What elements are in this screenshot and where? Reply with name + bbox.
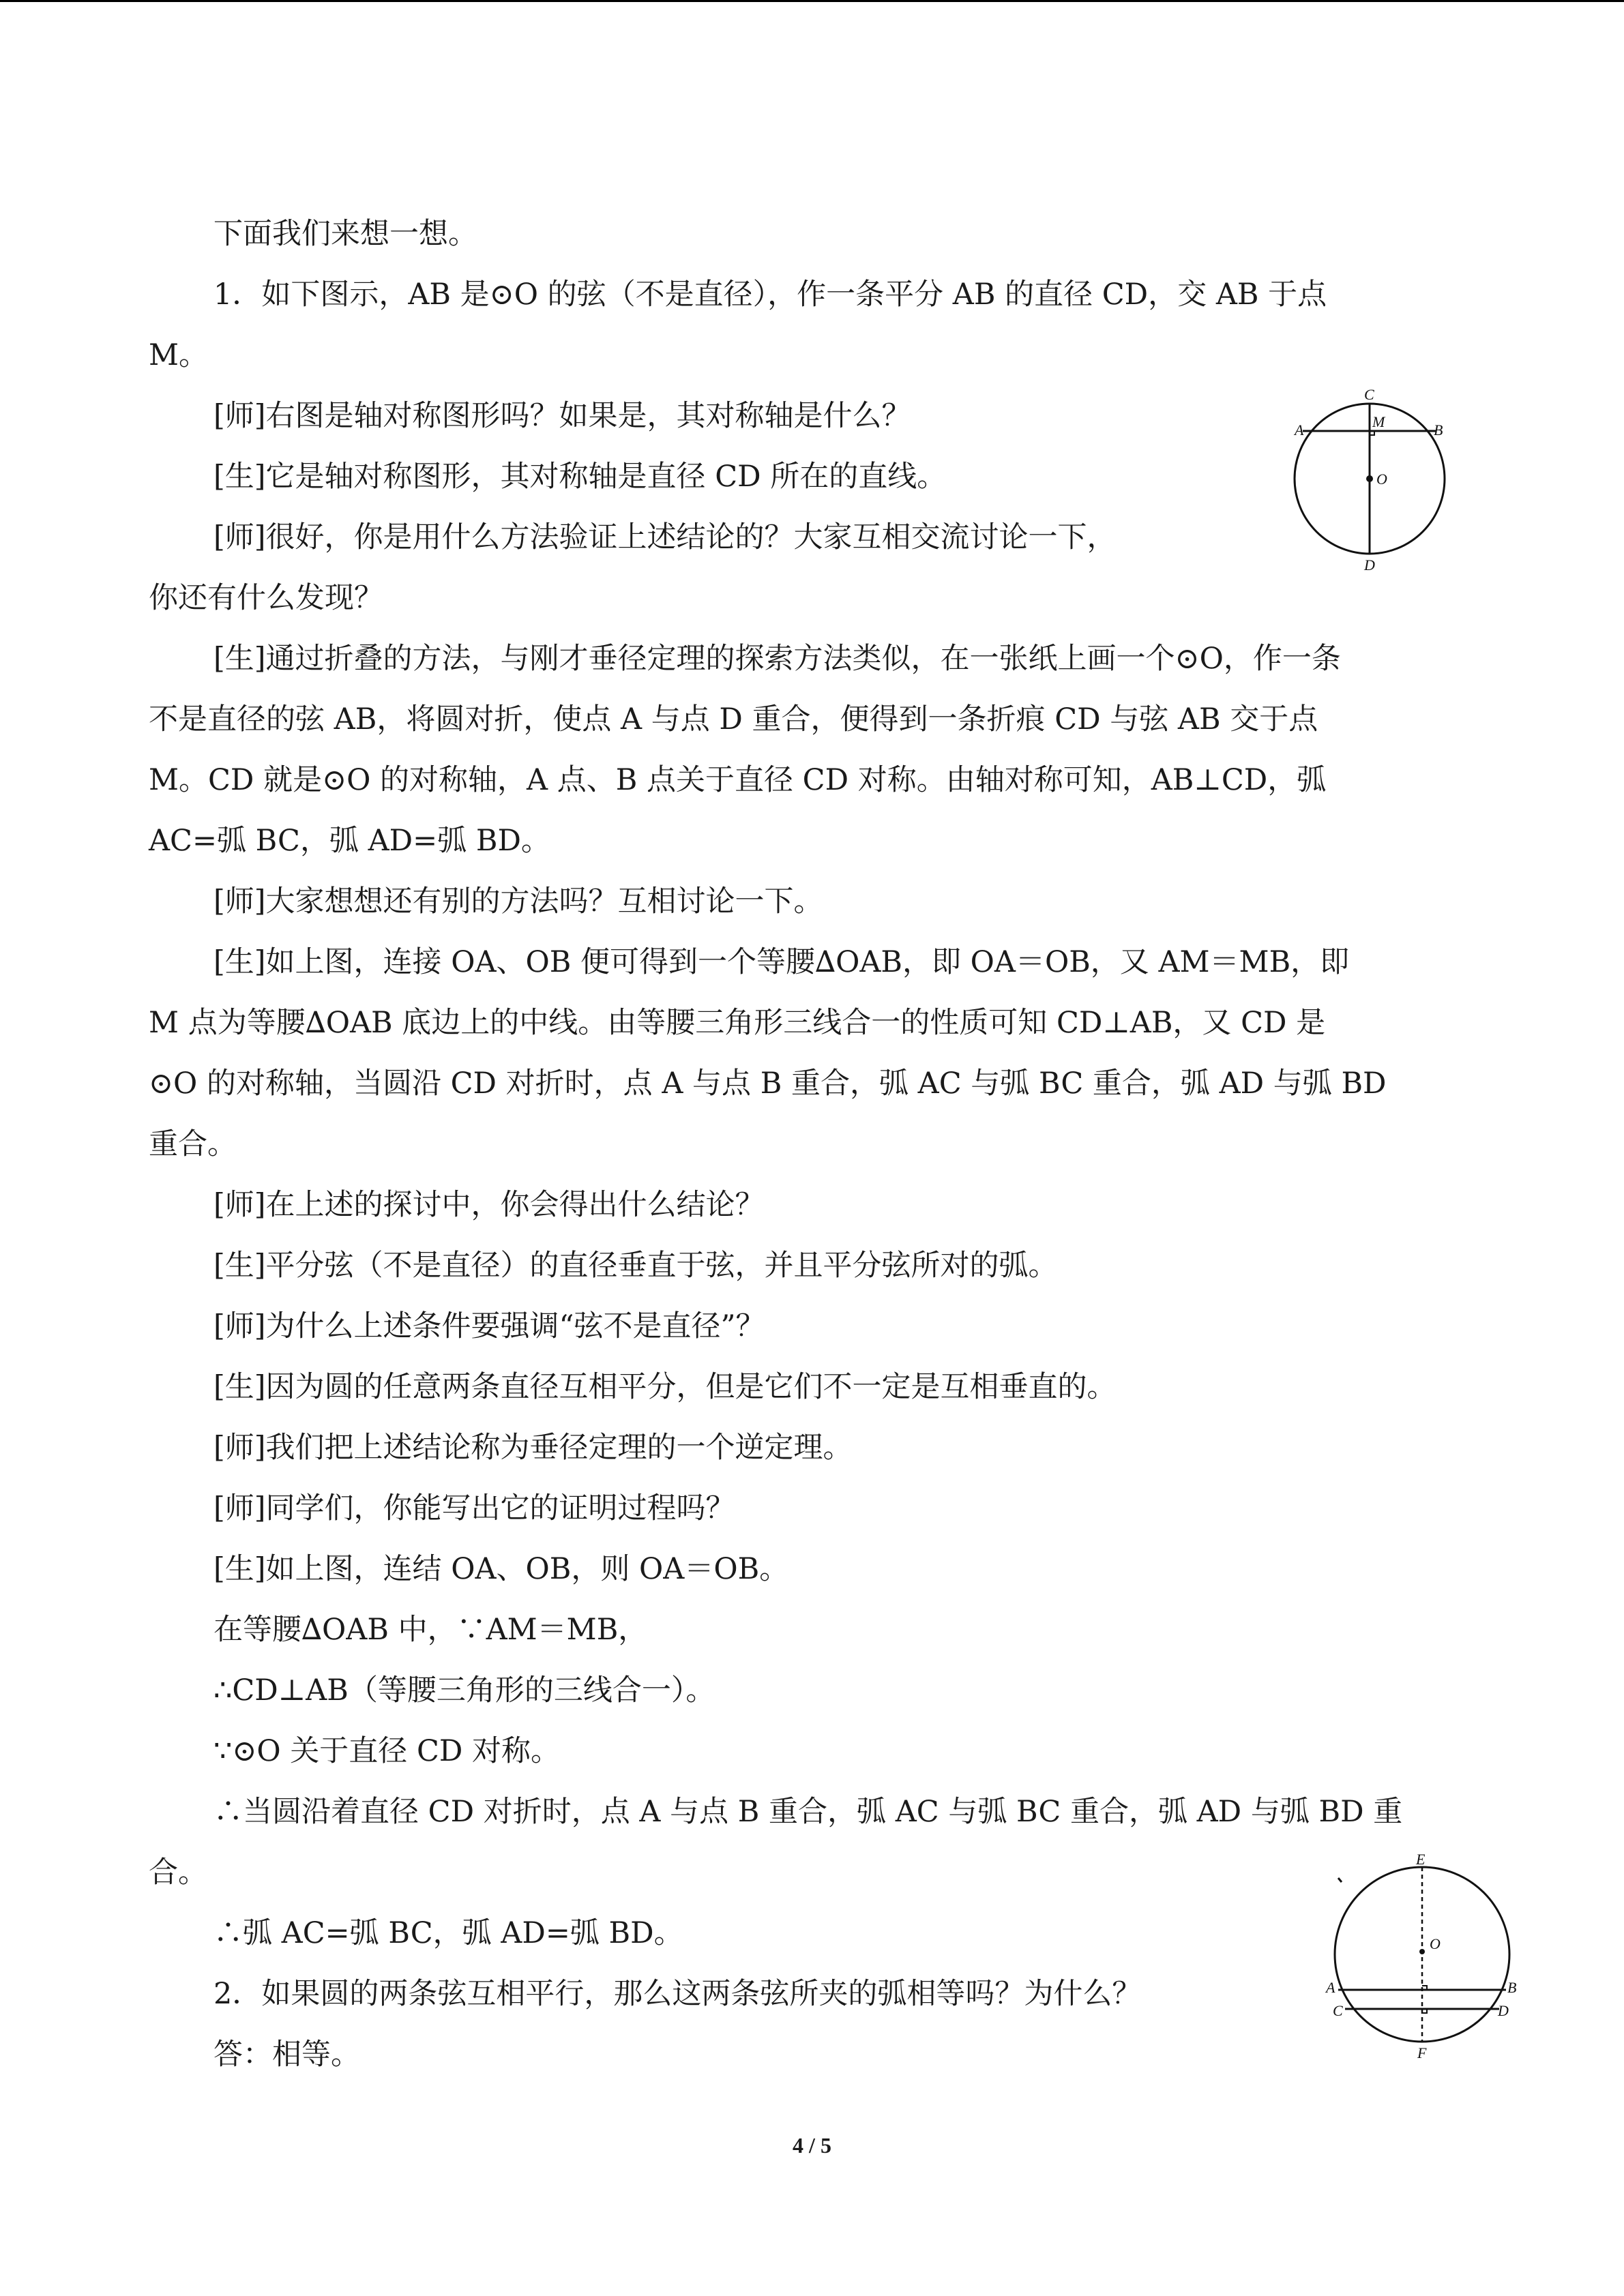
center-point <box>1366 475 1373 482</box>
text-line: [生]通过折叠的方法，与刚才垂径定理的探索方法类似，在一张纸上画一个⊙O，作一条 <box>213 642 1341 676</box>
text-line: 在等腰∆OAB 中，∵AM＝MB， <box>213 1613 648 1647</box>
label-e: E <box>1416 1851 1426 1868</box>
text-line: 2．如果圆的两条弦互相平行，那么这两条弦所夹的弧相等吗？为什么？ <box>213 1977 1142 2011</box>
text-line: M。 <box>149 338 209 372</box>
text-line: [师]为什么上述条件要强调“弦不是直径”？ <box>213 1309 765 1343</box>
text-line: 下面我们来想一想。 <box>213 217 477 251</box>
label-d: D <box>1364 556 1375 573</box>
text-line: [生]平分弦（不是直径）的直径垂直于弦，并且平分弦所对的弧。 <box>213 1249 1058 1283</box>
text-line: [师]大家想想还有别的方法吗？互相讨论一下。 <box>213 884 823 919</box>
text-line: M 点为等腰∆OAB 底边上的中线。由等腰三角形三线合一的性质可知 CD⊥AB，又 CD 是 <box>149 1006 1326 1040</box>
text-line: [生]如上图，连接 OA、OB 便可得到一个等腰∆OAB，即 OA＝OB，又 AM＝MB，即 <box>213 945 1350 979</box>
label-b: B <box>1434 421 1443 438</box>
label-a: A <box>1326 1979 1335 1996</box>
text-line: 1．如下图示，AB 是⊙O 的弦（不是直径），作一条平分 AB 的直径 CD，交 AB 于点 <box>213 278 1327 312</box>
parallel-chords-diagram <box>1323 1851 1521 2066</box>
text-line: ∵⊙O 关于直径 CD 对称。 <box>213 1734 561 1768</box>
label-f: F <box>1417 2044 1427 2061</box>
text-line: ∴当圆沿着直径 CD 对折时，点 A 与点 B 重合，弧 AC 与弧 BC 重合，弧 AD 与弧 BD 重 <box>213 1795 1403 1829</box>
label-c: C <box>1333 2002 1343 2019</box>
text-line: [生]它是轴对称图形，其对称轴是直径 CD 所在的直线。 <box>213 460 947 494</box>
label-o: O <box>1376 471 1387 488</box>
text-line: [生]因为圆的任意两条直径互相平分，但是它们不一定是互相垂直的。 <box>213 1370 1117 1404</box>
label-b: B <box>1507 1979 1517 1996</box>
text-line: 不是直径的弦 AB，将圆对折，使点 A 与点 D 重合，便得到一条折痕 CD 与弦 AB 交于点 <box>149 702 1318 736</box>
text-line: [师]右图是轴对称图形吗？如果是，其对称轴是什么？ <box>213 399 911 433</box>
label-m: M <box>1372 413 1385 430</box>
text-line: AC=弧 BC，弧 AD=弧 BD。 <box>149 824 550 858</box>
label-a: A <box>1295 421 1304 438</box>
text-line: [师]我们把上述结论称为垂径定理的一个逆定理。 <box>213 1431 853 1465</box>
text-line: 重合。 <box>149 1127 237 1161</box>
text-line: [师]在上述的探讨中，你会得出什么结论？ <box>213 1188 765 1222</box>
text-line: [生]如上图，连结 OA、OB，则 OA＝OB。 <box>213 1552 789 1586</box>
center-point <box>1419 1949 1425 1954</box>
text-line: ∴CD⊥AB（等腰三角形的三线合一）。 <box>213 1673 715 1708</box>
text-line: 合。 <box>149 1855 207 1890</box>
text-line: ∴弧 AC=弧 BC，弧 AD=弧 BD。 <box>213 1916 683 1950</box>
label-c: C <box>1364 386 1374 403</box>
text-line: ⊙O 的对称轴，当圆沿 CD 对折时，点 A 与点 B 重合，弧 AC 与弧 BC 重合，弧 AD 与弧 BD <box>149 1067 1387 1101</box>
text-line: [师]同学们，你能写出它的证明过程吗？ <box>213 1491 735 1525</box>
page-number: 4 / 5 <box>793 2133 831 2158</box>
label-o: O <box>1430 1935 1441 1952</box>
text-line: 答：相等。 <box>213 2038 360 2072</box>
circle-chord-diagram <box>1282 382 1460 580</box>
text-line: [师]很好，你是用什么方法验证上述结论的？大家互相交流讨论一下， <box>213 520 1117 554</box>
label-d: D <box>1498 2002 1509 2019</box>
stray-mark <box>1338 1878 1342 1882</box>
text-line: 你还有什么发现？ <box>149 581 383 615</box>
top-border <box>0 0 1624 4</box>
text-line: M。CD 就是⊙O 的对称轴，A 点、B 点关于直径 CD 对称。由轴对称可知，AB⊥CD，弧 <box>149 763 1327 797</box>
